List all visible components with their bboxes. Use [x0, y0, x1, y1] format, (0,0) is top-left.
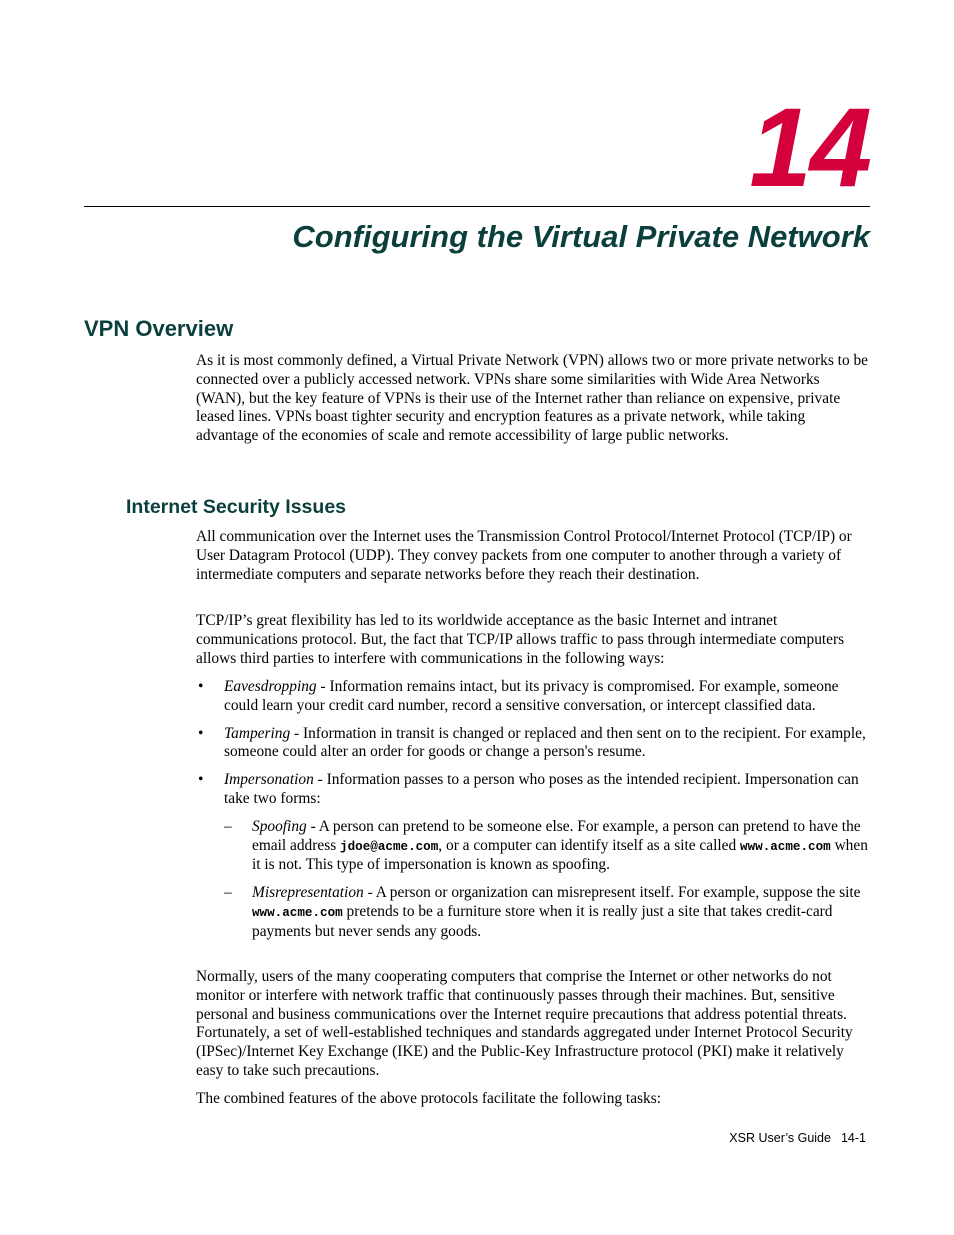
vpn-overview-paragraph: As it is most commonly defined, a Virtual Private Network (VPN) allows two or more private networks to be connected over a publicly accessed network. VPNs share some similarities with Wide Area Networks (WAN), but the key feature of VPNs is their use of the Internet rather than reliance on expensive, private leased lines. VPNs boast tighter security and encryption features as a private network, while taking advantage of the economies of scale and remote accessibility of large public networks. — [196, 352, 869, 445]
internet-security-paragraph-4: The combined features of the above protocols facilitate the following tasks: — [196, 1090, 661, 1107]
bullet-mark: • — [198, 678, 204, 695]
site-address-code: www.acme.com — [740, 839, 831, 854]
term-impersonation: Impersonation — [224, 771, 314, 789]
bullet-mark: • — [198, 724, 204, 742]
subsection-heading-internet-security: Internet Security Issues — [126, 496, 347, 518]
internet-security-paragraph-2: TCP/IP’s great flexibility has led to its worldwide acceptance as the basic Internet and intranet communications protocol. But, the fact that TCP/IP allows traffic to pass through intermediate computers allows third parties to interfere with communications in the following ways: — [196, 612, 845, 667]
chapter-divider — [84, 206, 870, 207]
footer-guide-name: XSR User’s Guide — [729, 1131, 831, 1145]
list-item-misrepresentation — [224, 884, 868, 941]
bullet-text-impersonation: - Information passes to a person who poses as the intended recipient. Impersonation can take two forms: — [224, 771, 859, 807]
term-tampering: Tampering — [224, 724, 291, 742]
bullet-text-eavesdropping: - Information remains intact, but its privacy is compromised. For example, someone could learn your credit card number, record a sensitive conversation, or intercept classified data. — [224, 678, 839, 714]
bullet-mark: • — [198, 771, 204, 789]
list-item-tampering — [196, 725, 868, 763]
list-item-eavesdropping — [196, 678, 868, 716]
spoofing-text-2: , or a computer can identify itself as a site called — [438, 836, 741, 854]
term-eavesdropping: Eavesdropping — [224, 678, 317, 695]
internet-security-paragraph-1: All communication over the Internet uses the Transmission Control Protocol/Internet Protocol (TCP/IP) or User Datagram Protocol (UDP). They convey packets from one computer to another through a variety of intermediate computers and separate networks before they reach their destination. — [196, 528, 852, 583]
spoofing-text-3: when it is not. This type of impersonation is known as spoofing. — [252, 836, 868, 874]
misrepresentation-text-2: pretends to be a furniture store when it is really just a site that takes credit-card payments but never sends any goods. — [252, 902, 833, 940]
term-misrepresentation: Misrepresentation — [252, 884, 364, 902]
dash-mark: – — [224, 884, 232, 902]
footer-page-number: 14-1 — [840, 1131, 866, 1145]
term-spoofing: Spoofing — [252, 817, 307, 835]
page-footer — [729, 1130, 866, 1146]
chapter-number: 14 — [749, 85, 870, 210]
spoofing-text-1: - A person can pretend to be someone else. For example, a person can pretend to have the email address — [252, 817, 861, 854]
dash-mark: – — [224, 817, 232, 835]
threat-list — [196, 678, 868, 951]
misrepresentation-text-1: - A person or organization can misrepresent itself. For example, suppose the site — [363, 884, 861, 902]
internet-security-paragraph-3: Normally, users of the many cooperating computers that comprise the Internet or other networks do not monitor or interfere with network traffic that continuously passes through their machines. But, sensitive personal and business communications over the Internet require precautions that address potential threats. Fortunately, a set of well-established techniques and standards aggregated under Internet Protocol Security (IPSec)/Internet Key Exchange (IKE) and the Public-Key Infrastructure protocol (PKI) make it relatively easy to take such precautions. — [196, 968, 853, 1079]
list-item-spoofing — [224, 818, 868, 875]
impersonation-forms-list — [224, 818, 868, 942]
chapter-title: Configuring the Virtual Private Network — [292, 219, 870, 254]
email-address-code: jdoe@acme.com — [340, 839, 439, 854]
list-item-impersonation — [196, 771, 868, 941]
bullet-text-tampering: - Information in transit is changed or replaced and then sent on to the recipient. For example, someone could alter an order for goods or change a person's resume. — [224, 724, 866, 761]
site-address-code: www.acme.com — [252, 905, 343, 920]
section-heading-vpn-overview: VPN Overview — [84, 316, 234, 341]
